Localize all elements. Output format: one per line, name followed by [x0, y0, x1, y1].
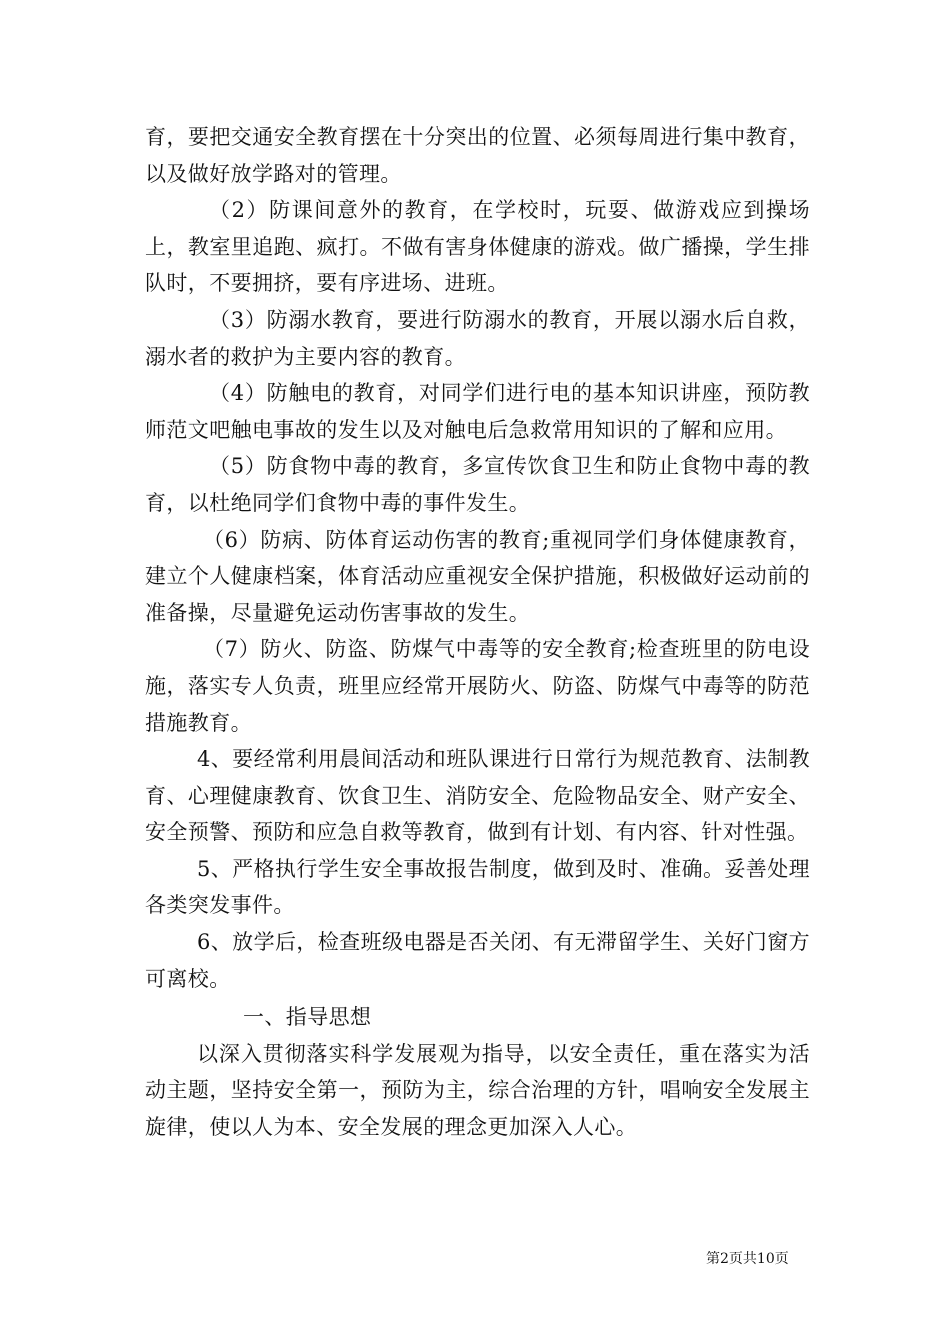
paragraph-item-4: 4、要经常利用晨间活动和班队课进行日常行为规范教育、法制教育、心理健康教育、饮食卫生、消防安全、危险物品安全、财产安全、安全预警、预防和应急自救等教育，做到有计划、有内容、针对性强。 — [145, 747, 810, 845]
paragraph-drowning-prevention: （3）防溺水教育，要进行防溺水的教育，开展以溺水后自救，溺水者的救护为主要内容的教育。 — [145, 307, 810, 369]
paragraph-guiding-thought: 以深入贯彻落实科学发展观为指导，以安全责任，重在落实为活动主题，坚持安全第一，预防为主，综合治理的方针，唱响安全发展主旋律，使以人为本、安全发展的理念更加深入人心。 — [145, 1041, 810, 1140]
paragraph-item-5: 5、严格执行学生安全事故报告制度，做到及时、准确。妥善处理各类突发事件。 — [145, 856, 810, 918]
section-heading-guiding-thought: 一、指导思想 — [243, 1005, 372, 1030]
paragraph-recess-safety: （2）防课间意外的教育，在学校时，玩耍、做游戏应到操场上，教室里追跑、疯打。不做有害身体健康的游戏。做广播操，学生排队时，不要拥挤，要有序进场、进班。 — [145, 198, 810, 296]
paragraph-electric-shock: （4）防触电的教育，对同学们进行电的基本知识讲座，预防教师范文吧触电事故的发生以及对触电后急救常用知识的了解和应用。 — [145, 381, 810, 442]
document-body — [145, 119, 810, 1146]
paragraph-item-6: 6、放学后，检查班级电器是否关闭、有无滞留学生、关好门窗方可离校。 — [145, 930, 810, 991]
page-number-footer: 第2页共10页 — [706, 1251, 789, 1267]
paragraph-food-poisoning: （5）防食物中毒的教育，多宣传饮食卫生和防止食物中毒的教育，以杜绝同学们食物中毒的事件发生。 — [145, 454, 810, 515]
paragraph-sports-injury: （6）防病、防体育运动伤害的教育;重视同学们身体健康教育，建立个人健康档案，体育活动应重视安全保护措施，积极做好运动前的准备操，尽量避免运动伤害事故的发生。 — [145, 527, 810, 625]
paragraph-traffic-continued: 育，要把交通安全教育摆在十分突出的位置、必须每周进行集中教育，以及做好放学路对的管理。 — [145, 125, 810, 186]
paragraph-fire-theft-gas: （7）防火、防盗、防煤气中毒等的安全教育;检查班里的防电设施，落实专人负责，班里应经常开展防火、防盗、防煤气中毒等的防范措施教育。 — [145, 637, 810, 735]
